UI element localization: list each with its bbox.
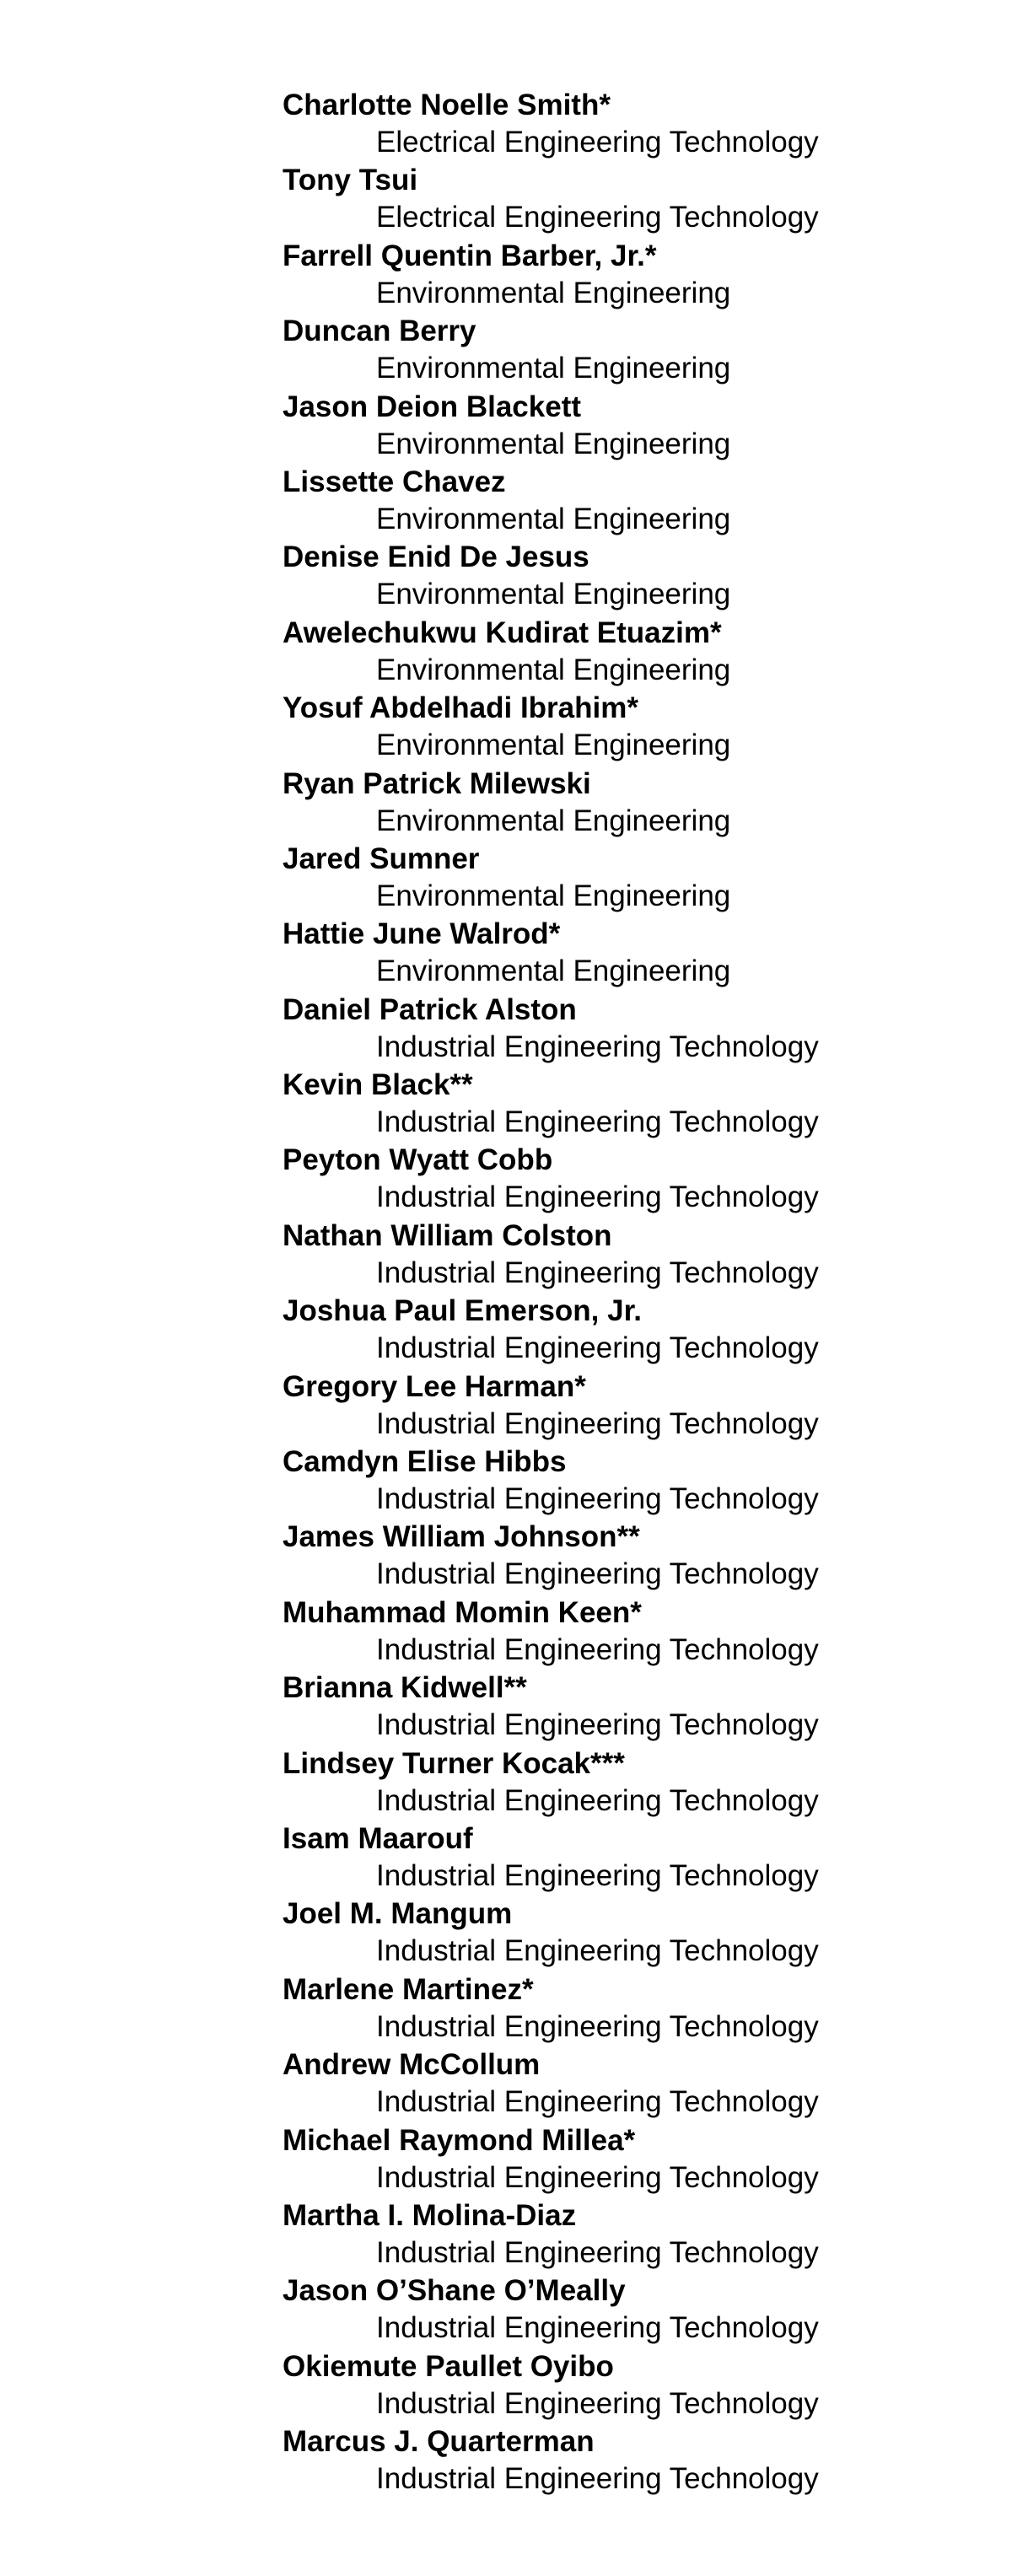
graduate-program: Environmental Engineering [376, 804, 731, 837]
list-item [283, 2197, 923, 2272]
list-item [283, 1971, 923, 2046]
graduate-name: Gregory Lee Harman* [283, 1369, 586, 1403]
graduate-program: Electrical Engineering Technology [376, 126, 819, 159]
list-item [283, 1369, 923, 1444]
list-item [283, 2046, 923, 2122]
list-item [283, 1067, 923, 1142]
graduate-program: Environmental Engineering [376, 653, 731, 686]
list-item [283, 1595, 923, 1670]
graduate-name: Okiemute Paullet Oyibo [283, 2349, 614, 2383]
list-item [283, 1820, 923, 1896]
graduate-name: James William Johnson** [283, 1520, 640, 1554]
list-item [283, 389, 923, 464]
list-item [283, 1142, 923, 1217]
graduate-program: Electrical Engineering Technology [376, 201, 819, 234]
graduate-program: Industrial Engineering Technology [376, 1783, 819, 1817]
list-item [283, 539, 923, 614]
list-item [283, 238, 923, 313]
list-item [283, 313, 923, 388]
graduate-program: Environmental Engineering [376, 879, 731, 912]
graduate-name: Denise Enid De Jesus [283, 540, 589, 574]
graduate-name: Yosuf Abdelhadi Ibrahim* [283, 691, 638, 725]
graduate-program: Industrial Engineering Technology [376, 1406, 819, 1440]
graduate-program: Industrial Engineering Technology [376, 2009, 819, 2043]
graduate-program: Environmental Engineering [376, 729, 731, 762]
graduate-name: Marlene Martinez* [283, 1972, 534, 2006]
graduate-name: Brianna Kidwell** [283, 1671, 527, 1705]
list-item [283, 766, 923, 841]
graduate-name: Duncan Berry [283, 315, 476, 348]
graduate-program: Industrial Engineering Technology [376, 1256, 819, 1289]
graduate-program: Environmental Engineering [376, 427, 731, 460]
graduate-name: Charlotte Noelle Smith* [283, 89, 611, 121]
list-item [283, 992, 923, 1067]
list-item [283, 162, 923, 237]
list-item [283, 464, 923, 539]
graduate-name: Kevin Black** [283, 1068, 473, 1102]
graduate-program: Industrial Engineering Technology [376, 2311, 819, 2345]
graduate-program: Industrial Engineering Technology [376, 2386, 819, 2420]
graduate-name: Lissette Chavez [283, 465, 506, 498]
list-item [283, 2423, 923, 2498]
graduate-list [283, 87, 923, 2499]
graduate-program: Industrial Engineering Technology [376, 2462, 819, 2496]
graduate-name: Joel M. Mangum [283, 1897, 513, 1931]
list-item [283, 1745, 923, 1820]
list-item [283, 2348, 923, 2423]
graduate-program: Environmental Engineering [376, 502, 731, 535]
graduate-program: Environmental Engineering [376, 352, 731, 385]
list-item [283, 1218, 923, 1293]
list-item [283, 841, 923, 916]
graduate-program: Industrial Engineering Technology [376, 1934, 819, 1968]
graduate-program: Industrial Engineering Technology [376, 1708, 819, 1742]
list-item [283, 87, 923, 162]
graduate-name: Isam Maarouf [283, 1821, 473, 1855]
graduate-name: Camdyn Elise Hibbs [283, 1445, 567, 1479]
graduate-program: Industrial Engineering Technology [376, 1331, 819, 1365]
graduate-name: Tony Tsui [283, 164, 418, 197]
graduate-name: Jason O’Shane O’Meally [283, 2274, 626, 2308]
list-item [283, 1519, 923, 1594]
graduate-program: Industrial Engineering Technology [376, 1482, 819, 1516]
graduate-name: Farrell Quentin Barber, Jr.* [283, 239, 657, 272]
graduate-name: Marcus J. Quarterman [283, 2425, 595, 2459]
graduate-program: Industrial Engineering Technology [376, 1030, 819, 1063]
graduate-name: Awelechukwu Kudirat Etuazim* [283, 616, 722, 649]
graduate-program: Environmental Engineering [376, 955, 731, 988]
graduate-name: Lindsey Turner Kocak*** [283, 1746, 625, 1780]
graduate-name: Martha I. Molina-Diaz [283, 2198, 577, 2232]
graduate-program: Industrial Engineering Technology [376, 2160, 819, 2194]
graduate-name: Hattie June Walrod* [283, 917, 561, 951]
list-item [283, 1670, 923, 1745]
graduate-name: Nathan William Colston [283, 1218, 612, 1252]
list-item [283, 2272, 923, 2347]
graduate-program: Industrial Engineering Technology [376, 1557, 819, 1591]
list-item [283, 1293, 923, 1368]
list-item [283, 615, 923, 690]
graduate-name: Daniel Patrick Alston [283, 992, 577, 1026]
graduate-name: Joshua Paul Emerson, Jr. [283, 1294, 642, 1328]
graduate-program: Industrial Engineering Technology [376, 2235, 819, 2269]
list-item [283, 1896, 923, 1971]
graduate-name: Jason Deion Blackett [283, 390, 581, 423]
graduate-program: Industrial Engineering Technology [376, 1180, 819, 1214]
graduate-name: Muhammad Momin Keen* [283, 1595, 642, 1629]
list-item [283, 690, 923, 765]
graduate-program: Industrial Engineering Technology [376, 1858, 819, 1892]
graduate-name: Jared Sumner [283, 842, 480, 875]
graduate-name: Andrew McCollum [283, 2048, 541, 2082]
list-item [283, 2122, 923, 2197]
graduate-name: Peyton Wyatt Cobb [283, 1143, 553, 1177]
graduate-program: Environmental Engineering [376, 276, 731, 309]
graduate-name: Michael Raymond Millea* [283, 2123, 636, 2157]
list-item [283, 916, 923, 991]
graduate-program: Industrial Engineering Technology [376, 1632, 819, 1666]
graduate-name: Ryan Patrick Milewski [283, 766, 591, 800]
graduate-program: Industrial Engineering Technology [376, 1105, 819, 1139]
list-item [283, 1444, 923, 1519]
graduate-program: Industrial Engineering Technology [376, 2085, 819, 2119]
graduate-program: Environmental Engineering [376, 578, 731, 611]
